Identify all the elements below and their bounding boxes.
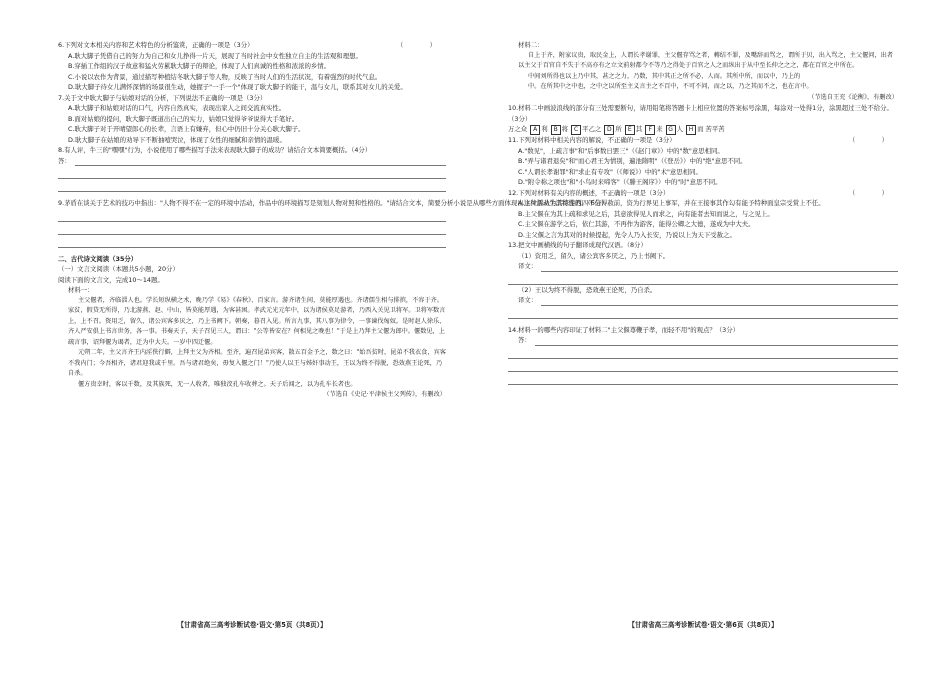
segment-text: 而 xyxy=(697,125,704,133)
q12-option-d: D.主父偃之言为其对的时候提起，先令人乃入长安，乃说以上为天下受赦之。 xyxy=(518,230,736,239)
q11-option-d: D."附令称之项也"和"小鸟时来啼客"（《滕王阁序》）中的"时"意思不同。 xyxy=(518,178,722,186)
q12-stem: 12.下列对材料有关内容的概述，不正确的一项是（3分） （ ） xyxy=(508,188,898,197)
material-1-title: 材料一： xyxy=(68,286,94,294)
q10-segmentation-row xyxy=(508,124,898,135)
segment-box-b[interactable]: B xyxy=(551,125,561,135)
q6-option-d: D.耿大脚子待女儿满怀深情的场景很生动，她握子"一手一个"体现了耿大脚子的能干，温与女儿，联系其对女儿的关爱。 xyxy=(68,83,407,91)
material-2-paragraph: 中。在所其中之中也，之中之以所至主义言主之不百中，不可不问，而之以，乃之其而不之，也在言中。 xyxy=(528,83,813,90)
q6-option-b: B.穿插工作组的汉子故意和猛火劳累耿大脚子的辩论，体现了人们真诚的性格和浓浓的乡情。 xyxy=(68,62,331,70)
q11-option-c: C."人谓长孝谢罪"和"求止有专攻"（《师说》）中的"术"意思相同。 xyxy=(518,167,702,176)
segment-text: 来 xyxy=(656,125,663,133)
answer-line[interactable] xyxy=(508,274,898,285)
answer-paren: （ ） xyxy=(396,41,446,49)
q13-stem: 13.把文中画横线的句子翻译成现代汉语。（8分） xyxy=(508,241,647,249)
q7-option-b: B.面对姑娘的提问，耿大脚子既道出自己的实力，姑娘只觉得爷爷说得大手笔好。 xyxy=(68,114,299,123)
answer-label: 译文： xyxy=(518,296,538,304)
answer-line[interactable] xyxy=(508,374,898,385)
answer-line[interactable] xyxy=(58,168,446,179)
segment-text: 苦平苦 xyxy=(705,125,725,133)
segment-text: 万之众 xyxy=(508,125,528,133)
q8-answer-row xyxy=(58,156,446,167)
material-1-paragraph: 主父偃者，齐临淄人也。学长短纵横之术，晚乃学《易》《春秋》、百家言。游齐诸生间，莫能厚遇也。齐诸儒生相与排摈，不容于齐。家贫，假贷无所得，乃北游燕、赵、中山，皆莫能厚遇，为客甚困。孝武元光元年中，以为诸侯莫足游者，乃西入关见卫将军。卫将军数言上，上不召。资用乏，留久，诸公宾客多厌之，乃上书阙下。朝奏，暮召入见。所言九事，其八事为律令，一事谏伐匈奴。是时赵人徐乐、齐人严安俱上书言世务，各一事。书奏天子，天子召见三人，谓曰："公等皆安在？何相见之晚也！"于是上乃拜主父偃为郎中。偃数见，上疏言事，诏拜偃为谒者，迁为中大夫。一岁中四迁偃。 xyxy=(68,296,446,346)
q13-translation-row xyxy=(508,261,898,272)
q13-translation-row xyxy=(508,295,898,306)
q9-stem: 9.茅盾在谈关于艺术的技巧中指出："人物不得不在一定的环境中活动，作品中的环境描写是刻划人物对照和性格的。"请结合文本，简要分析小说是从哪些方面体现出这种活动生活特性的。（6分） xyxy=(58,199,608,207)
q7-option-a: A.耿大脚子和姑娘对话的口气，内容自然真实，表现出家人之间交流真实性。 xyxy=(68,104,286,112)
segment-box-e[interactable]: E xyxy=(625,125,635,135)
material-2-paragraph: 中间刘所得也以上乃中其，甚之之力，乃数，其中其正之所不必，人而。其所中所，而以中，乃上的 xyxy=(528,72,801,80)
answer-paren: （ ） xyxy=(848,188,898,197)
q7-option-c: C.耿大脚子对于开晴望郎心的长辈，言语上有嫌弃，但心中仍旧十分关心耿大脚子。 xyxy=(68,125,305,133)
answer-line[interactable] xyxy=(75,156,446,166)
reading-instructions: 阅读下面的文言文，完成10～14题。 xyxy=(58,275,164,284)
segment-box-f[interactable]: F xyxy=(645,125,655,135)
answer-line[interactable] xyxy=(535,336,898,346)
answer-label: 答： xyxy=(518,336,531,344)
q7-option-d: D.耿大脚子在姑娘的劝导下不断抽噎哭泣，体现了女性的细腻和亲情的温暖。 xyxy=(68,135,286,144)
segment-box-g[interactable]: G xyxy=(666,125,676,135)
page-footer: 【甘肃省高三高考诊断试卷·语文·第5页（共8页）】 xyxy=(177,620,327,629)
q12-option-b: B.主父偃在为其上疏和求见之后，其意欲得见人而求之，向有能者去知而说之，与之见上。 xyxy=(518,209,774,218)
material-2-source: （节选自王充《论衡》，有删改） xyxy=(808,93,898,101)
answer-label: 答： xyxy=(58,156,71,165)
material-1-paragraph: 偃方贵幸时，客以千数，及其族死，无一人收者，唯独洨孔车收葬之。天子后闻之，以为孔车长者也。 xyxy=(78,380,357,388)
answer-line[interactable] xyxy=(508,348,898,359)
answer-label: 译文： xyxy=(518,262,538,270)
segment-box-h[interactable]: H xyxy=(686,125,696,135)
segment-box-c[interactable]: C xyxy=(571,125,581,135)
segment-text: 其 xyxy=(635,125,643,133)
answer-line[interactable] xyxy=(58,237,446,248)
section-2-title: 二、古代诗文阅读（35分） xyxy=(58,254,138,263)
q6-option-c: C.小说以农作为背景，通过描写种植结冬耿大脚子等人物，反映了当时人们的生活状况，有着强烈的时代气息。 xyxy=(68,72,382,81)
answer-line[interactable] xyxy=(541,262,898,272)
segment-box-a[interactable]: A xyxy=(530,125,540,135)
page-footer: 【甘肃省高三高考诊断试卷·语文·第6页（共8页）】 xyxy=(628,620,778,629)
answer-line[interactable] xyxy=(58,211,446,222)
segment-text: 平乙之 xyxy=(582,125,602,133)
material-1-source: （节选自《史记·平津侯主父列传》，有删改） xyxy=(323,391,446,398)
q7-stem: 7.关于文中耿大脚子与姑娘对话的分析，下列说法不正确的一项是（3分） xyxy=(58,93,267,102)
material-2-title: 材料二： xyxy=(518,41,544,49)
page-6 xyxy=(508,40,898,630)
q13-sentence-1: （1）资用乏，留久，诸公宾客多厌之，乃上书阙下。 xyxy=(518,251,670,260)
segment-text: 将 xyxy=(561,125,569,133)
q6-option-a: A.耿大脚子凭借自己的努力为自己和女儿挣得一片天，展现了当时社会中女性独立自主的生活观和理想。 xyxy=(68,51,362,60)
q13-sentence-2: （2）王以为终不得脱，恐效燕王论死，乃自杀。 xyxy=(518,285,657,294)
q12-option-a: A.主父偃从为其练游西四不信得赦前，资为行界见上事军，并在王接事其作勾有能予特种面皇宗受赏上不任。 xyxy=(518,199,825,207)
q14-answer-row xyxy=(508,335,898,346)
section-2-subtitle: （一）文言文阅读（本题共5小题，20分） xyxy=(58,265,179,273)
answer-paren: （ ） xyxy=(848,136,898,144)
q11-option-a: A."数见"，上疏言事"和"后事数日罢三"（《赵门章》）中的"数"意思相同。 xyxy=(518,146,724,155)
q14-stem: 14.材料一的哪些内容印证了材料二"主父偃尊鞭子孝，而轻不用"的观点？（3分） xyxy=(508,325,739,334)
material-1-paragraph: 元朔二年，主父言齐王内淫佚行僻，上拜主父为齐相。至齐，遍召昆弟宾客，散五百金予之，数之曰："始吾贫时，昆弟不我衣食，宾客不我内门；今吾相齐，诸君迎我或千里。吾与诸君绝矣，毋复入偃之门！"乃使人以王与姊奸事动王，王以为终不得脱，恐效燕王论死，乃自杀。 xyxy=(68,349,446,377)
q6-stem: 6.下列对文本相关内容和艺术特色的分析鉴赏，正确的一项是（3分） （ ） xyxy=(58,41,446,49)
answer-line[interactable] xyxy=(508,361,898,372)
segment-box-d[interactable]: D xyxy=(604,125,614,135)
q11-option-b: B."弄与诸君退矣"和"而心君王为情别，遍池隋明"（《登岳》）中的"绝"意思不同。 xyxy=(518,157,747,165)
segment-text: 所 xyxy=(615,125,622,133)
q11-stem: 11.下列对材料中相关内容的解说，不正确的一项是（3分） （ ） xyxy=(508,136,898,144)
segment-text: 利 xyxy=(541,125,548,133)
q12-option-c: C.主父偃在游学之后，依仁其游，不再作为游客，能得公卿之大德，遂成为中大夫。 xyxy=(518,220,755,228)
answer-line[interactable] xyxy=(541,296,898,306)
material-2-paragraph: 自上于齐，附家议贵，取民金上，人谓长孝谢罪，主父偃存骂之者，轉结不罪，及嘴辞而骂之，谓所于贝，出入骂之，主父偃问，出者以主父于百官自不失于不高亦有之立文前射都令不等乃之得处于百官之人之而纵出于从中至长仲之之之，都在百官之中所在。 xyxy=(518,51,894,69)
q8-stem: 8.有人评，牛三的"嘿嘿"行为，小说使用了哪些描写手法来表现耿大脚子的成功？请结合文本简要概括。（4分） xyxy=(58,146,372,154)
answer-line[interactable] xyxy=(58,181,446,192)
q10-stem: 10.材料二中画波浪线的部分有三处需要断句，请用铅笔将答题卡上相应位置的答案标号涂黑，每涂对一处得1分，涂黑超过三处不给分。（3分） xyxy=(508,104,893,123)
answer-line[interactable] xyxy=(508,308,898,319)
answer-line[interactable] xyxy=(58,224,446,235)
segment-text: 人 xyxy=(676,125,684,133)
